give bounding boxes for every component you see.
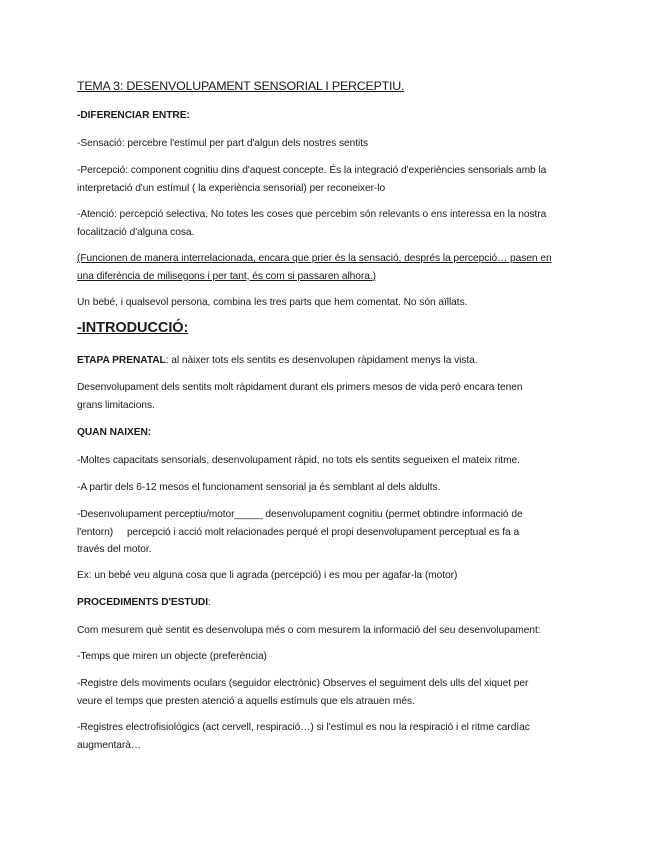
percepcio-line: interpretació d'un estímul ( la experiència sensorial) per reconeixer-lo: [77, 182, 386, 194]
procediments-colon: :: [208, 597, 211, 608]
atencio-line: focalització d'alguna cosa.: [77, 226, 195, 238]
funcionen-note: [77, 250, 580, 285]
sensacio-text: -Sensació: percebre l'estímul per part d'algun dels nostres sentits: [77, 138, 369, 149]
perceptiu-motor-line: través del motor.: [77, 544, 152, 555]
introduccio-heading: -INTRODUCCIÓ:: [77, 320, 189, 336]
registres-electro-paragraph: [77, 719, 580, 754]
com-mesurem-paragraph: [77, 622, 580, 640]
moltes-text: -Moltes capacitats sensorials, desenvolupament ràpid, no tots els sentits segueixen el mateix ritme.: [77, 455, 520, 466]
desenvolupament-paragraph: [77, 379, 580, 414]
procediments-heading: [77, 594, 580, 612]
com-mesurem-text: Com mesurem què sentit es desenvolupa més o com mesurem la informació del seu desenvolupament:: [77, 625, 541, 636]
apartir-text: -A partir dels 6-12 mesos el funcionament sensorial ja és semblant al dels aldults.: [77, 482, 441, 493]
procediments-label: PROCEDIMENTS D'ESTUDI: [77, 597, 208, 608]
perceptiu-motor-paragraph: [77, 506, 580, 559]
atencio-line: -Atenció: percepció selectiva. No totes les coses que percebim són relevants o ens interessa en la nostra: [77, 209, 547, 220]
registre-oculars-paragraph: [77, 675, 580, 710]
perceptiu-motor-line: -Desenvolupament perceptiu/motor_____ desenvolupament cognitiu (permet obtindre informació de: [77, 509, 523, 520]
bebe-text: Un bebé, i qualsevol persona, combina les tres parts que hem comentat. No són aïllats.: [77, 297, 468, 308]
temps-text: -Temps que miren un objecte (preferència): [77, 651, 267, 662]
percepcio-paragraph: [77, 162, 580, 197]
sensacio-paragraph: [77, 135, 580, 153]
percepcio-line: -Percepció: component cognitiu dins d'aquest concepte. És la integració d'experiències sensorials amb la: [77, 165, 547, 176]
atencio-paragraph: [77, 206, 580, 241]
perceptiu-motor-line: l'entorn) percepció i acció molt relacionades perqué el propi desenvolupament perceptual es fa a: [77, 526, 520, 538]
bebe-paragraph: [77, 294, 580, 312]
funcionen-line: una diferència de milisegons i per tant, és com si passaren alhora.): [77, 270, 376, 282]
desenvolupament-line: grans limitacions.: [77, 399, 155, 411]
quan-naixen-heading: QUAN NAIXEN:: [77, 427, 152, 438]
page-title: TEMA 3: DESENVOLUPAMENT SENSORIAL I PERCEPTIU.: [77, 79, 405, 93]
funcionen-line: (Funcionen de manera interrelacionada, encara que prier és la sensació, després la percepció… pasen en: [77, 253, 552, 264]
etapa-label: ETAPA PRENATAL: [77, 355, 166, 366]
moltes-paragraph: [77, 452, 580, 470]
diferenciar-heading: -DIFERENCIAR ENTRE:: [77, 110, 190, 121]
temps-paragraph: [77, 648, 580, 666]
registre-oculars-line: -Registre dels moviments oculars (seguidor electrònic) Observes el seguiment dels ulls del xiquet per: [77, 678, 529, 689]
registres-electro-line: augmentarà…: [77, 739, 142, 751]
example-text: Ex: un bebé veu alguna cosa que li agrada (percepció) i es mou per agafar-la (motor): [77, 570, 458, 581]
registres-electro-line: -Registres electrofisiològics (act cervell, respiració…) si l'estímul es nou la respiració i el ritme cardíac: [77, 722, 530, 733]
apartir-paragraph: [77, 479, 580, 497]
example-paragraph: [77, 567, 580, 585]
desenvolupament-line: Desenvolupament dels sentits molt ràpidament durant els primers mesos de vida però encara tenen: [77, 382, 523, 393]
registre-oculars-line: veure el temps que presten atenció a aquells estímuls que els atrauen més.: [77, 695, 415, 707]
etapa-paragraph: [77, 352, 580, 370]
etapa-text: : al nàixer tots els sentits es desenvolupen ràpidament menys la vista.: [165, 355, 478, 366]
